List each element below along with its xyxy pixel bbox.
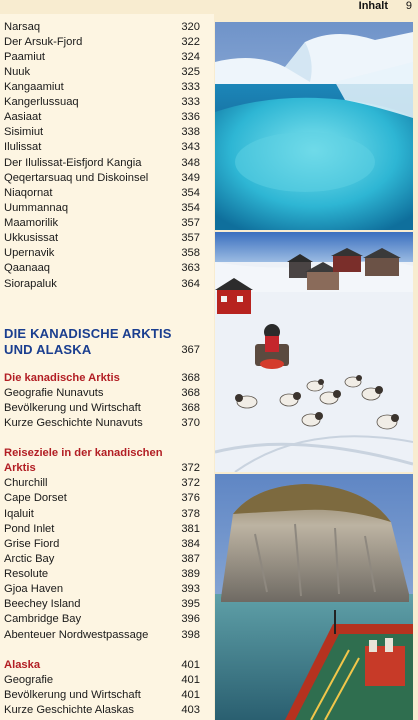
entry-label: Gjoa Haven	[4, 583, 64, 595]
section-heading-reiseziele-line2[interactable]	[4, 461, 200, 476]
toc-entry[interactable]	[4, 80, 200, 95]
entry-label: Kangaamiut	[4, 81, 64, 93]
entry-label: Kurze Geschichte Nunavuts	[4, 417, 143, 429]
entry-label: Abenteuer Nordwestpassage	[4, 629, 149, 641]
toc-entry[interactable]	[4, 261, 200, 276]
chapter-page: 367	[181, 344, 200, 356]
entry-page: 320	[181, 21, 200, 33]
entry-label: Der Ilulissat-Eisfjord Kangia	[4, 157, 142, 169]
entry-page: 372	[181, 477, 200, 489]
entry-page: 401	[181, 674, 200, 686]
entry-page: 325	[181, 66, 200, 78]
entry-label: Iqaluit	[4, 508, 34, 520]
chapter-heading-line1[interactable]: DIE KANADISCHE ARKTIS	[4, 326, 172, 341]
entry-label: Ilulissat	[4, 141, 42, 153]
toc-entry[interactable]	[4, 476, 200, 491]
section-label: Reiseziele in der kanadischen	[4, 447, 163, 459]
toc-entry[interactable]	[4, 507, 200, 522]
entry-page: 401	[181, 689, 200, 701]
entry-label: Cape Dorset	[4, 492, 67, 504]
entry-label: Pond Inlet	[4, 523, 55, 535]
entry-page: 389	[181, 568, 200, 580]
entry-page: 393	[181, 583, 200, 595]
entry-page: 364	[181, 278, 200, 290]
toc-entry[interactable]	[4, 20, 200, 35]
page-number: 9	[405, 0, 412, 12]
rock-island-ship-photo	[215, 474, 413, 720]
entry-label: Geografie Nunavuts	[4, 387, 104, 399]
header-bar	[0, 0, 418, 15]
table-of-contents	[0, 14, 214, 720]
entry-label: Kangerlussuaq	[4, 96, 79, 108]
entry-page: 378	[181, 508, 200, 520]
toc-entry[interactable]	[4, 491, 200, 506]
entry-page: 338	[181, 126, 200, 138]
entry-label: Resolute	[4, 568, 49, 580]
entry-page: 357	[181, 232, 200, 244]
toc-entry[interactable]	[4, 110, 200, 125]
toc-entry[interactable]	[4, 231, 200, 246]
entry-label: Qaanaaq	[4, 262, 51, 274]
entry-label: Beechey Island	[4, 598, 81, 610]
section-label: Alaska	[4, 659, 41, 671]
entry-page: 381	[181, 523, 200, 535]
entry-page: 395	[181, 598, 200, 610]
toc-entry[interactable]	[4, 186, 200, 201]
running-header-title: Inhalt	[358, 0, 388, 12]
entry-page: 384	[181, 538, 200, 550]
chapter-heading-line2[interactable]: UND ALASKA	[4, 342, 92, 357]
entry-label: Grise Fiord	[4, 538, 60, 550]
entry-label: Nuuk	[4, 66, 31, 78]
entry-page: 396	[181, 613, 200, 625]
toc-entry[interactable]	[4, 567, 200, 582]
entry-page: 333	[181, 96, 200, 108]
entry-page: 354	[181, 187, 200, 199]
entry-page: 387	[181, 553, 200, 565]
toc-entry[interactable]	[4, 140, 200, 155]
toc-entry[interactable]	[4, 582, 200, 597]
section-label: Die kanadische Arktis	[4, 372, 120, 384]
entry-label: Kurze Geschichte Alaskas	[4, 704, 134, 716]
entry-page: 354	[181, 202, 200, 214]
toc-entry[interactable]	[4, 65, 200, 80]
entry-label: Churchill	[4, 477, 48, 489]
entry-page: 398	[181, 629, 200, 641]
entry-label: Siorapaluk	[4, 278, 57, 290]
toc-entry[interactable]	[4, 537, 200, 552]
entry-page: 349	[181, 172, 200, 184]
toc-entry[interactable]	[4, 416, 200, 431]
toc-entry[interactable]	[4, 201, 200, 216]
entry-label: Paamiut	[4, 51, 46, 63]
entry-label: Uummannaq	[4, 202, 69, 214]
entry-label: Cambridge Bay	[4, 613, 82, 625]
toc-entry[interactable]	[4, 612, 200, 627]
entry-page: 357	[181, 217, 200, 229]
entry-label: Maamorilik	[4, 217, 59, 229]
entry-page: 322	[181, 36, 200, 48]
entry-page: 348	[181, 157, 200, 169]
entry-label: Niaqornat	[4, 187, 53, 199]
photo-column	[214, 14, 418, 720]
entry-label: Geografie	[4, 674, 54, 686]
entry-page: 363	[181, 262, 200, 274]
toc-entry[interactable]	[4, 125, 200, 140]
section-heading-alaska[interactable]	[4, 658, 200, 673]
toc-entry[interactable]	[4, 35, 200, 50]
section-page: 372	[181, 462, 200, 474]
entry-page: 370	[181, 417, 200, 429]
toc-entry[interactable]	[4, 597, 200, 612]
entry-page: 336	[181, 111, 200, 123]
toc-entry[interactable]	[4, 95, 200, 110]
entry-page: 324	[181, 51, 200, 63]
toc-entry[interactable]	[4, 246, 200, 261]
section-label: Arktis	[4, 462, 36, 474]
entry-page: 368	[181, 387, 200, 399]
toc-entry[interactable]	[4, 688, 200, 703]
entry-label: Bevölkerung und Wirtschaft	[4, 689, 141, 701]
entry-page: 333	[181, 81, 200, 93]
toc-entry[interactable]	[4, 401, 200, 416]
entry-page: 403	[181, 704, 200, 716]
section-page: 401	[181, 659, 200, 671]
entry-label: Bevölkerung und Wirtschaft	[4, 402, 141, 414]
entry-label: Ukkusissat	[4, 232, 59, 244]
entry-label: Upernavik	[4, 247, 55, 259]
toc-entry[interactable]	[4, 703, 200, 718]
toc-entry[interactable]	[4, 673, 200, 688]
section-page: 368	[181, 372, 200, 384]
entry-label: Aasiaat	[4, 111, 42, 123]
toc-entry[interactable]	[4, 522, 200, 537]
entry-page: 368	[181, 402, 200, 414]
entry-page: 358	[181, 247, 200, 259]
toc-entry[interactable]	[4, 156, 200, 171]
entry-page: 343	[181, 141, 200, 153]
toc-entry[interactable]	[4, 171, 200, 186]
section-heading-kanadische-arktis[interactable]	[4, 371, 200, 386]
entry-label: Der Arsuk-Fjord	[4, 36, 83, 48]
entry-label: Qeqertarsuaq und Diskoinsel	[4, 172, 149, 184]
section-heading-reiseziele-line1[interactable]	[4, 446, 200, 461]
toc-entry[interactable]	[4, 216, 200, 231]
toc-entry[interactable]	[4, 386, 200, 401]
toc-entry[interactable]	[4, 50, 200, 65]
entry-page: 376	[181, 492, 200, 504]
iceberg-photo	[215, 22, 413, 230]
entry-label: Sisimiut	[4, 126, 44, 138]
entry-label: Narsaq	[4, 21, 41, 33]
toc-entry[interactable]	[4, 628, 200, 643]
dog-sled-photo	[215, 232, 413, 472]
toc-entry[interactable]	[4, 277, 200, 292]
toc-entry[interactable]	[4, 552, 200, 567]
entry-label: Arctic Bay	[4, 553, 55, 565]
